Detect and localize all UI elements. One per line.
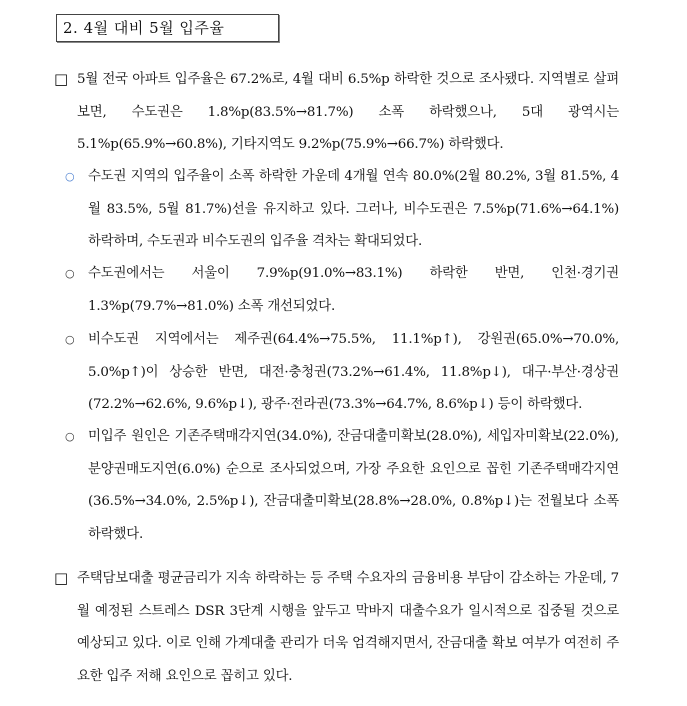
sub-item-non-metro: 비수도권 지역에서는 제주권(64.4%→75.5%, 11.1%p↑), 강원권(65.0%→70.0%, 5.0%p↑)이 상승한 반면, 대전·충청권(73.2%→61.4%, 11.8%p↓), 대구·부산·경상권(72.2%→62.6%, 9.6%p↓), 광주·전라권(73.3%→64.7%, 8.6%p↓) 등이 하락했다. xyxy=(88,332,619,412)
section-title: 2. 4월 대비 5월 입주율 xyxy=(56,14,279,42)
paragraph-loan-outlook: 주택담보대출 평균금리가 지속 하락하는 등 주택 수요자의 금융비용 부담이 감소하는 가운데, 7월 예정된 스트레스 DSR 3단계 시행을 앞두고 막바지 대출수요가 일시적으로 집중될 것으로 예상되고 있다. 이로 인해 가계대출 관리가 더욱 엄격해지면서, 잔금대출 확보 여부가 여전히 주요한 입주 저해 요인으로 꼽히고 있다. xyxy=(77,571,619,684)
sub-item-seoul: 수도권에서는 서울이 7.9%p(91.0%→83.1%) 하락한 반면, 인천·경기권 1.3%p(79.7%→81.0%) 소폭 개선되었다. xyxy=(88,266,619,314)
square-bullet-icon: □ xyxy=(54,569,69,587)
circle-bullet-icon: ○ xyxy=(65,333,75,346)
sub-item-metro: 수도권 지역의 입주율이 소폭 하락한 가운데 4개월 연속 80.0%(2월 80.2%, 3월 81.5%, 4월 83.5%, 5월 81.7%)선을 유지하고 있다. 그러나, 비수도권은 7.5%p(71.6%→64.1%) 하락하며, 수도권과 비수도권의 입주율 격차는 확대되었다. xyxy=(88,169,619,249)
circle-bullet-icon: ○ xyxy=(65,267,75,280)
circle-bullet-icon: ○ xyxy=(65,170,75,183)
paragraph-national-rate: 5월 전국 아파트 입주율은 67.2%로, 4월 대비 6.5%p 하락한 것으로 조사됐다. 지역별로 살펴보면, 수도권은 1.8%p(83.5%→81.7%) 소폭 하락했으나, 5대 광역시는 5.1%p(65.9%→60.8%), 기타지역도 9.2%p(75.9%→66.7%) 하락했다. xyxy=(77,72,619,152)
sub-item-non-occupancy-reasons: 미입주 원인은 기존주택매각지연(34.0%), 잔금대출미확보(28.0%), 세입자미확보(22.0%), 분양권매도지연(6.0%) 순으로 조사되었으며, 가장 주요한 요인으로 꼽힌 기존주택매각지연(36.5%→34.0%, 2.5%p↓), 잔금대출미확보(28.8%→28.0%, 0.8%p↓)는 전월보다 소폭 하락했다. xyxy=(88,429,619,542)
square-bullet-icon: □ xyxy=(54,70,69,88)
circle-bullet-icon: ○ xyxy=(65,430,75,443)
